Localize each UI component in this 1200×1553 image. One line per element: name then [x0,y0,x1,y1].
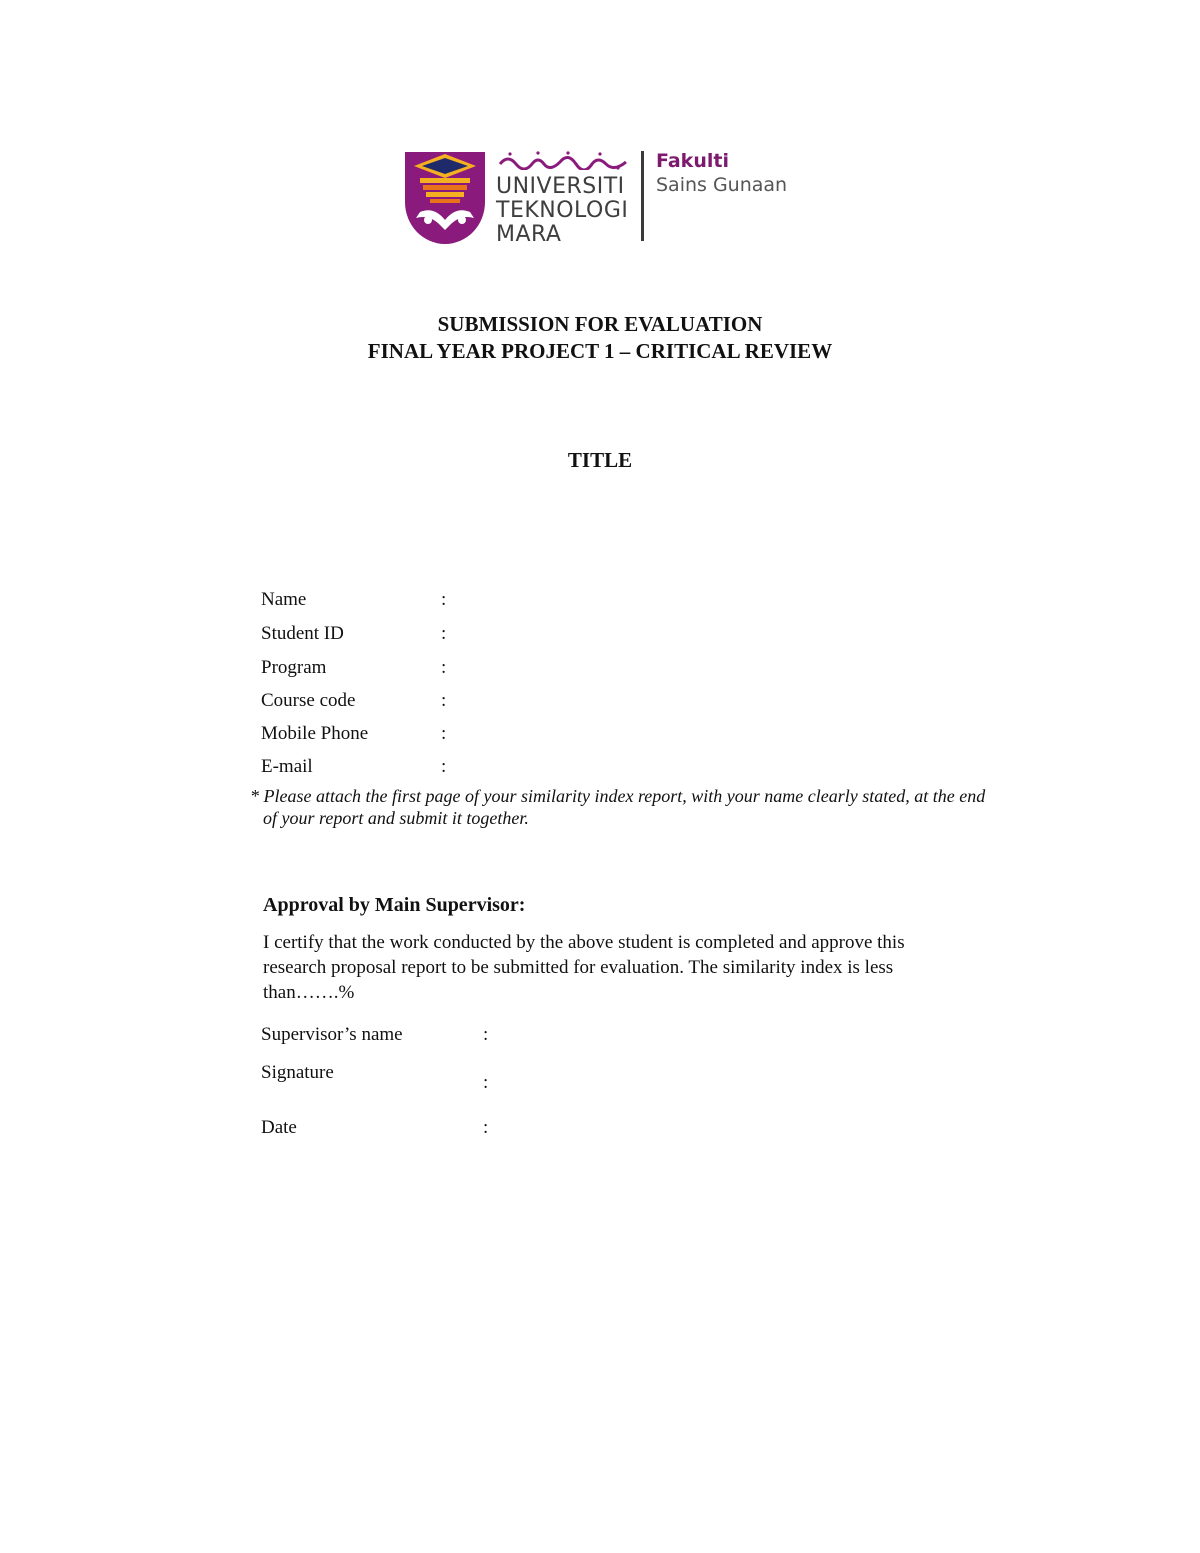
approval-statement [263,930,1023,1005]
uitm-crest-logo [404,150,486,246]
field-label: Student ID [261,623,344,644]
field-colon: : [483,1024,489,1045]
field-colon: : [441,756,447,777]
submission-heading: SUBMISSION FOR EVALUATION [437,312,763,336]
field-colon: : [441,723,447,744]
field-colon: : [441,589,447,610]
approval-line-3: than…….% [263,982,355,1003]
field-label: Mobile Phone [261,723,369,744]
logo-text-universiti: UNIVERSITI [496,174,625,199]
logo-text-mara: MARA [496,222,562,247]
approval-heading: Approval by Main Supervisor: [263,894,526,916]
approval-line-1: I certify that the work conducted by the above student is completed and approve this [263,932,905,953]
logo-faculty-name: Sains Gunaan [656,174,788,196]
approval-line-2: research proposal report to be submitted for evaluation. The similarity index is less [263,957,894,978]
field-label: Supervisor’s name [261,1024,403,1045]
field-label: E-mail [261,756,313,777]
field-colon: : [483,1072,489,1093]
logo-faculty-label: Fakulti [656,150,729,172]
logo-text-teknologi: TEKNOLOGI [496,198,629,223]
project-heading: FINAL YEAR PROJECT 1 – CRITICAL REVIEW [367,339,833,363]
field-label: Name [261,589,307,610]
field-label: Program [261,657,327,678]
similarity-report-note [250,785,1070,829]
field-colon: : [441,657,447,678]
title-placeholder: TITLE [567,448,633,472]
field-colon: : [441,690,447,711]
field-label: Course code [261,690,356,711]
note-line-2: of your report and submit it together. [263,808,529,828]
note-line-1: * Please attach the first page of your similarity index report, with your name clearly stated, at the end [250,786,986,806]
field-colon: : [441,623,447,644]
field-label: Date [261,1117,297,1138]
field-label: Signature [261,1062,334,1083]
jawi-script-graphic [498,150,630,170]
field-colon: : [483,1117,489,1138]
logo-divider [641,151,644,241]
